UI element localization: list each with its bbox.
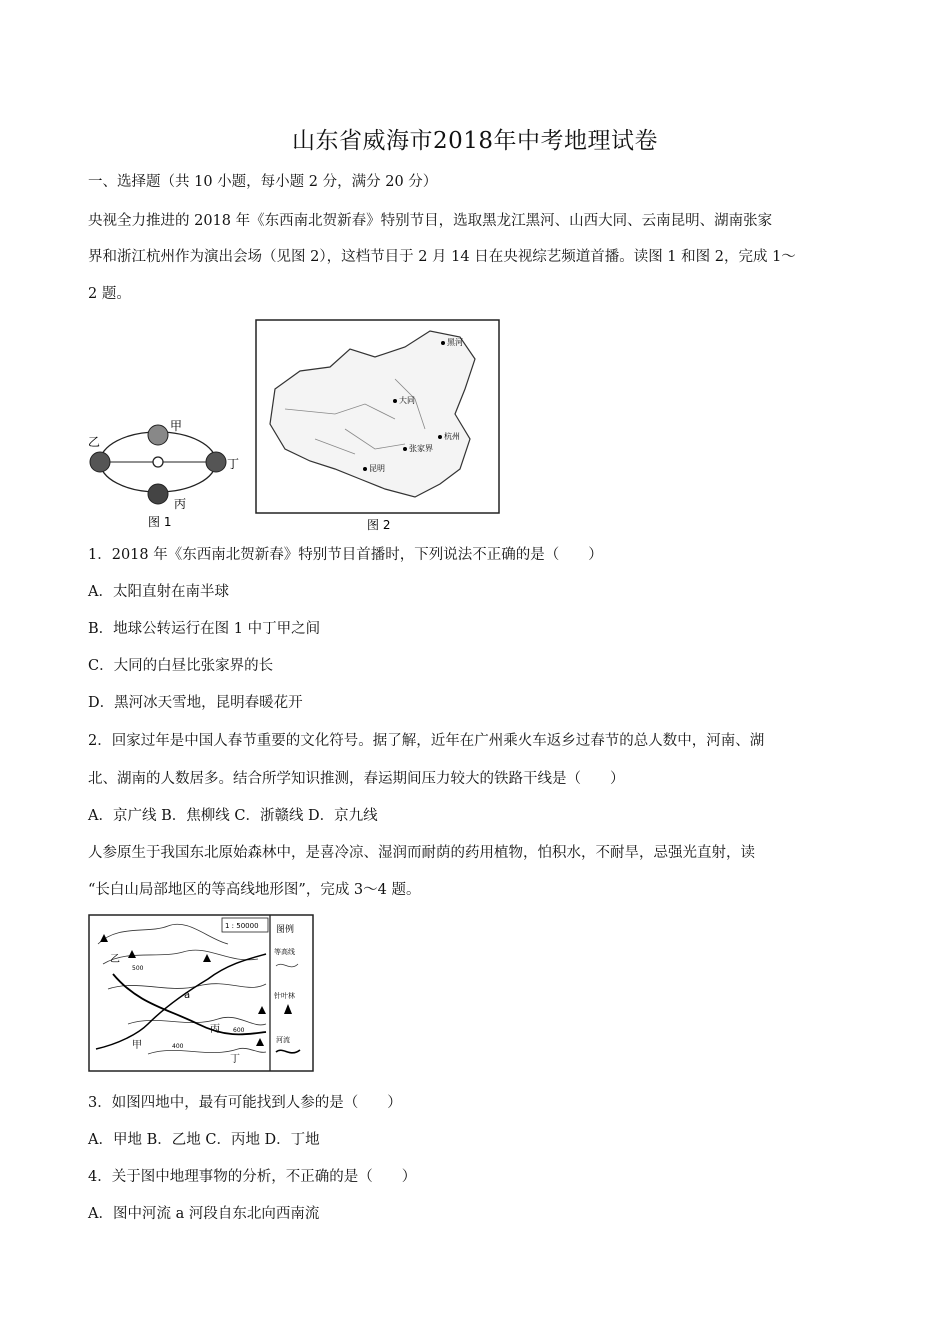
map-city-hangzhou: 杭州 [444,432,460,441]
scale-label: 1 : 50000 [225,922,259,930]
legend-title: 图例 [276,925,295,935]
q2-stem-line-2: 北、湖南的人数居多。结合所学知识推测，春运期间压力较大的铁路干线是（ ） [88,771,625,787]
intro-line-1: 央视全力推进的 2018 年《东西南北贺新春》特别节目，选取黑龙江黑河、山西大同、云南昆明、湖南张家 [88,213,773,229]
legend-forest-label: 针叶林 [274,992,295,1000]
q4-stem: 4．关于图中地理事物的分析，不正确的是（ ） [88,1169,417,1185]
fig3-label-yi: 乙 [110,954,120,965]
fig2-caption: 图 2 [367,518,391,532]
intro-line-3: 2 题。 [88,286,131,302]
q1-option-b: B．地球公转运行在图 1 中丁甲之间 [88,621,321,637]
legend-river-label: 河流 [276,1036,290,1044]
fig1-caption: 图 1 [148,515,172,529]
map-city-kunming: 昆明 [369,464,385,473]
q1-option-d: D．黑河冰天雪地，昆明春暖花开 [88,695,303,711]
map-city-datong: 大同 [399,396,415,405]
contour-label-600: 600 [233,1027,245,1034]
q4-option-a: A．图中河流 a 河段自东北向西南流 [88,1206,320,1222]
fig3-label-a: a [184,990,191,1001]
q2-options: A．京广线 B．焦柳线 C．浙赣线 D．京九线 [88,808,378,824]
map-city-heihe: 黑河 [447,338,463,347]
figure-1-orbit-diagram [86,412,240,532]
fig3-label-bing: 丙 [210,1024,220,1035]
q2-stem-line-1: 2．回家过年是中国人春节重要的文化符号。据了解，近年在广州乘火车返乡过春节的总人数中，河南、湖 [88,733,765,749]
legend-contour-label: 等高线 [274,948,295,956]
fig3-label-jia: 甲 [132,1040,142,1051]
map-city-zhangjiajie: 张家界 [409,444,433,453]
q3-options: A．甲地 B．乙地 C．丙地 D．丁地 [88,1132,320,1148]
q3-stem: 3．如图四地中，最有可能找到人参的是（ ） [88,1095,402,1111]
page-title: 山东省威海市2018年中考地理试卷 [291,128,659,154]
intro-line-2: 界和浙江杭州作为演出会场（见图 2），这档节目于 2 月 14 日在央视综艺频道首播。读图 1 和图 2，完成 1～ [88,249,796,265]
fig1-label-yi: 乙 [88,435,101,449]
fig1-label-ding: 丁 [227,457,240,471]
fig3-label-ding: 丁 [230,1054,240,1065]
q1-option-c: C．大同的白昼比张家界的长 [88,658,274,674]
section-heading: 一、选择题（共 10 小题，每小题 2 分，满分 20 分） [88,174,438,190]
q1-stem: 1．2018 年《东西南北贺新春》特别节目首播时，下列说法不正确的是（ ） [88,547,603,563]
figure-2-china-map [255,319,500,534]
intro2-line-2: “长白山局部地区的等高线地形图”，完成 3～4 题。 [88,882,421,898]
fig1-label-bing: 丙 [174,497,187,511]
intro2-line-1: 人参原生于我国东北原始森林中，是喜冷凉、湿润而耐荫的药用植物，怕积水，不耐旱，忌强光直射，读 [88,845,755,861]
fig1-label-jia: 甲 [170,419,183,433]
contour-label-400: 400 [172,1043,184,1050]
figure-3-contour-map [88,914,316,1074]
q1-option-a: A．太阳直射在南半球 [88,584,229,600]
contour-label-500: 500 [132,965,144,972]
